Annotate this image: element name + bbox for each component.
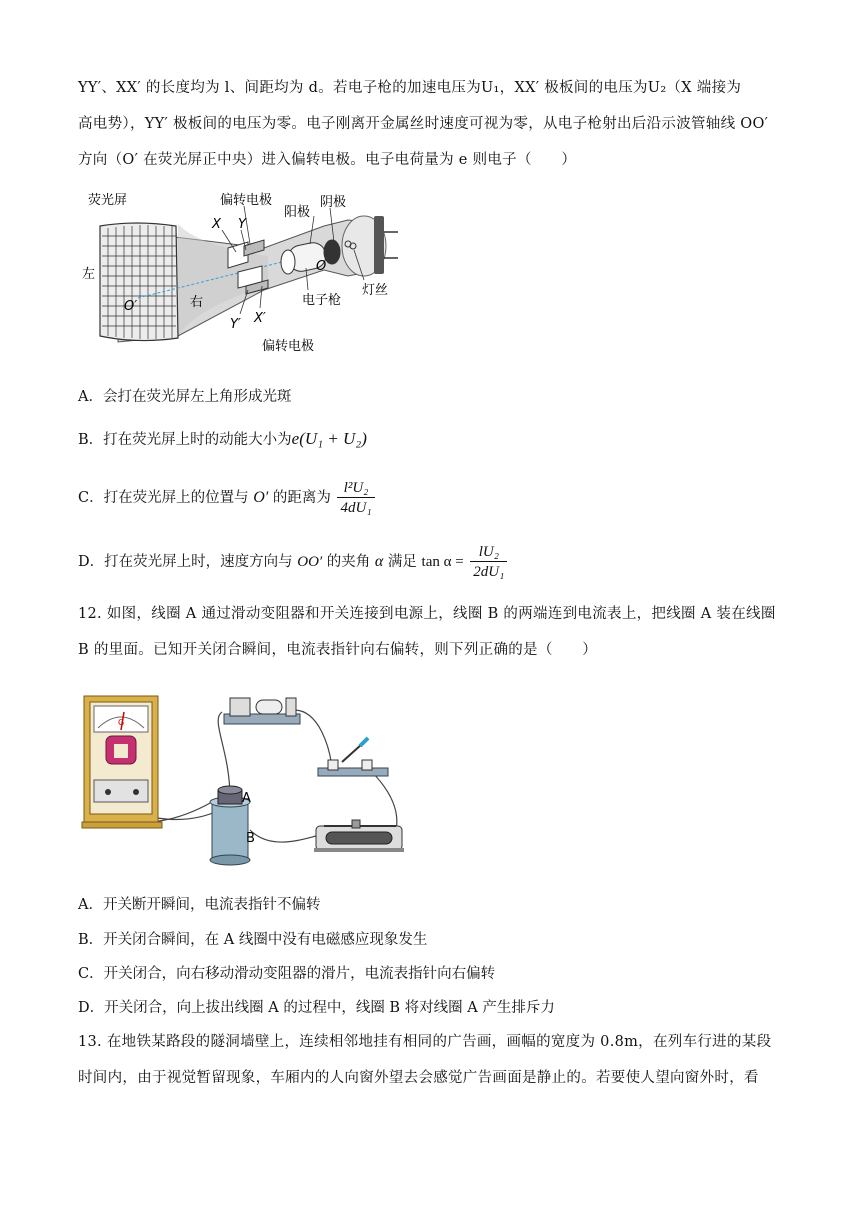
label-x-prime: X′ [254, 311, 266, 326]
q11-option-c-point: O′ [253, 489, 269, 506]
q11-option-c-text: C．打在荧光屏上的位置与 [78, 490, 249, 506]
q11-option-d-text3: 满足 [387, 554, 417, 570]
q11-option-d-text2: 的夹角 [326, 554, 371, 570]
q11-option-c-text2: 的距离为 [272, 490, 331, 506]
rheostat [314, 820, 404, 852]
fluorescent-screen [100, 223, 178, 341]
label-o: O [316, 259, 327, 274]
q11-option-d-fraction [470, 543, 507, 582]
q11-option-a: A．会打在荧光屏左上角形成光斑 [78, 389, 292, 405]
label-screen: 荧光屏 [88, 193, 128, 208]
galvanometer [82, 696, 162, 828]
label-anode: 阳极 [284, 205, 311, 220]
q12-stem [78, 596, 778, 668]
q11-stem-line-3: 方向（O′ 在荧光屏正中央）进入偏转电极。电子电荷量为 e 则电子（ ） [78, 152, 577, 168]
q11-stem-line-2: 高电势），YY′ 极板间的电压为零。电子刚离开金属丝时速度可视为零，从电子枪射出后沿示波管轴线 OO′ [78, 116, 769, 132]
switch [318, 738, 388, 776]
induction-circuit-figure [80, 690, 410, 870]
oscilloscope-tube-figure [78, 186, 418, 356]
q11-option-b-math: e(U₁ + U₂) [291, 429, 367, 448]
q11-option-b [78, 428, 367, 451]
label-y: Y [238, 217, 246, 232]
q12-option-a: A．开关断开瞬间，电流表指针不偏转 [78, 897, 321, 913]
q11-option-d-numerator: lU₂ [470, 543, 507, 562]
q13-stem-line-1: 13. 在地铁某路段的隧洞墙壁上，连续相邻地挂有相同的广告画，画幅的宽度为 0.8m，在列车行进的某段 [78, 1034, 772, 1050]
q12-option-d: D．开关闭合，向上拔出线圈 A 的过程中，线圈 B 将对线圈 A 产生排斥力 [78, 1000, 555, 1016]
q11-option-c-denominator: 4dU₁ [340, 499, 372, 516]
q11-option-d-text: D．打在荧光屏上时，速度方向与 [78, 554, 293, 570]
q11-option-b-text: B．打在荧光屏上时的动能大小为 [78, 432, 292, 448]
label-x: X [212, 217, 221, 232]
q12-option-b: B．开关闭合瞬间，在 A 线圈中没有电磁感应现象发生 [78, 932, 428, 948]
label-right: 右 [190, 295, 204, 310]
label-o-prime: O′ [124, 299, 138, 314]
label-cathode: 阴极 [320, 195, 347, 210]
label-deflect-bottom: 偏转电极 [262, 339, 315, 354]
label-gun: 电子枪 [302, 293, 342, 308]
q11-option-d-axis: OO′ [297, 554, 323, 570]
q11-option-c-fraction [337, 479, 374, 518]
label-deflect-top: 偏转电极 [220, 193, 273, 208]
q11-option-c [78, 474, 377, 522]
q12-stem-line-1: 12. 如图，线圈 A 通过滑动变阻器和开关连接到电源上，线圈 B 的两端连到电流表上，把线圈 A 装在线圈 [78, 606, 776, 622]
q13-stem [78, 1024, 778, 1096]
galvanometer-label: G [118, 718, 125, 727]
q12-option-c: C．开关闭合，向右移动滑动变阻器的滑片，电流表指针向右偏转 [78, 966, 496, 982]
power-supply [224, 698, 300, 724]
q11-option-d-lhs: tan α = [421, 554, 464, 570]
coil-b-label: B [246, 831, 255, 846]
q11-stem-line-1: YY′、XX′ 的长度均为 l、间距均为 d。若电子枪的加速电压为U₁，XX′ 极板间的电压为U₂（X 端接为 [78, 80, 742, 96]
coil-b [210, 797, 250, 865]
q11-option-d [78, 538, 509, 586]
q11-option-d-denominator: 2dU₁ [473, 563, 505, 580]
q11-option-c-numerator: l²U₂ [337, 479, 374, 498]
label-filament: 灯丝 [362, 283, 389, 298]
coil-a [218, 786, 242, 804]
q12-stem-line-2: B 的里面。已知开关闭合瞬间，电流表指针向右偏转，则下列正确的是（ ） [78, 642, 598, 658]
label-left: 左 [82, 267, 96, 282]
coil-a-label: A [242, 791, 251, 806]
q13-stem-line-2: 时间内，由于视觉暂留现象，车厢内的人向窗外望去会感觉广告画面是静止的。若要使人望向窗外时，看 [78, 1070, 759, 1086]
q11-option-d-alpha: α [374, 553, 384, 570]
q11-stem [78, 70, 778, 178]
label-y-prime: Y′ [230, 317, 241, 332]
